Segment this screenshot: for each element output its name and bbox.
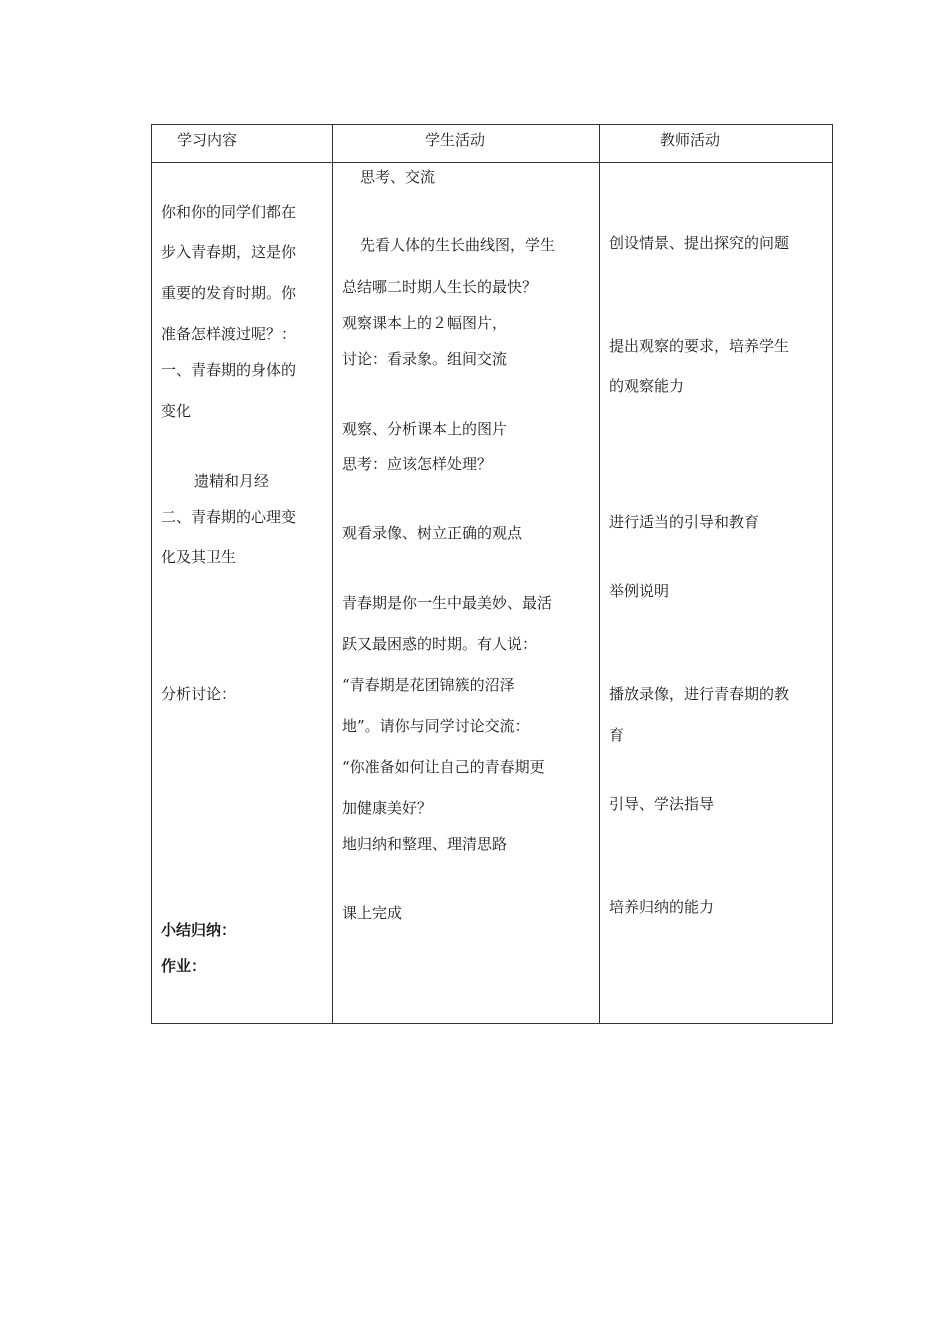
header-content: 学习内容: [177, 131, 238, 149]
lesson-table: [151, 124, 833, 1024]
student-line: 先看人体的生长曲线图，学生: [360, 236, 556, 254]
teacher-line: 创设情景、提出探究的问题: [609, 234, 790, 252]
content-line: 一、青春期的身体的: [161, 361, 297, 379]
student-line: 观察课本上的２幅图片，: [342, 314, 508, 332]
student-line: 青春期是你一生中最美妙、最活: [342, 594, 553, 612]
student-line: 观察、分析课本上的图片: [342, 420, 508, 438]
teacher-line: 举例说明: [609, 582, 670, 600]
content-line: 遗精和月经: [194, 472, 270, 490]
content-line: 变化: [161, 402, 192, 420]
teacher-line: 引导、学法指导: [609, 795, 715, 813]
student-line: 总结哪二时期人生长的最快？: [342, 278, 538, 296]
header-student: 学生活动: [425, 131, 486, 149]
content-line: 重要的发育时期。你: [161, 284, 297, 302]
header-divider: [152, 162, 832, 163]
column-divider-1: [332, 125, 333, 1023]
teacher-line: 的观察能力: [609, 377, 685, 395]
student-line: 讨论：看录象。组间交流: [342, 350, 508, 368]
content-line: 准备怎样渡过呢？：: [161, 325, 297, 343]
content-line: 化及其卫生: [161, 548, 237, 566]
teacher-line: 培养归纳的能力: [609, 898, 715, 916]
student-line: “你准备如何让自己的青春期更: [342, 758, 545, 776]
teacher-line: 进行适当的引导和教育: [609, 513, 760, 531]
content-line: 你和你的同学们都在: [161, 203, 297, 221]
teacher-line: 播放录像，进行青春期的教: [609, 685, 790, 703]
summary-label: 小结归纳：: [161, 921, 237, 939]
student-line: 观看录像、树立正确的观点: [342, 524, 523, 542]
student-line: 地归纳和整理、理清思路: [342, 835, 508, 853]
student-line: 跃又最困惑的时期。有人说：: [342, 635, 538, 653]
student-line: 地”。请你与同学讨论交流：: [342, 717, 530, 735]
student-line: 思考：应该怎样处理？: [342, 455, 493, 473]
teacher-line: 提出观察的要求，培养学生: [609, 337, 790, 355]
content-line: 分析讨论：: [161, 685, 237, 703]
teacher-line: 育: [609, 726, 625, 744]
column-divider-2: [599, 125, 600, 1023]
student-line: 加健康美好？: [342, 799, 433, 817]
header-teacher: 教师活动: [660, 131, 721, 149]
homework-label: 作业：: [161, 957, 207, 975]
student-line: 思考、交流: [360, 168, 436, 186]
content-line: 步入青春期，这是你: [161, 243, 297, 261]
content-line: 二、青春期的心理变: [161, 508, 297, 526]
student-line: 课上完成: [342, 904, 403, 922]
student-line: “青春期是花团锦簇的沼泽: [342, 676, 515, 694]
